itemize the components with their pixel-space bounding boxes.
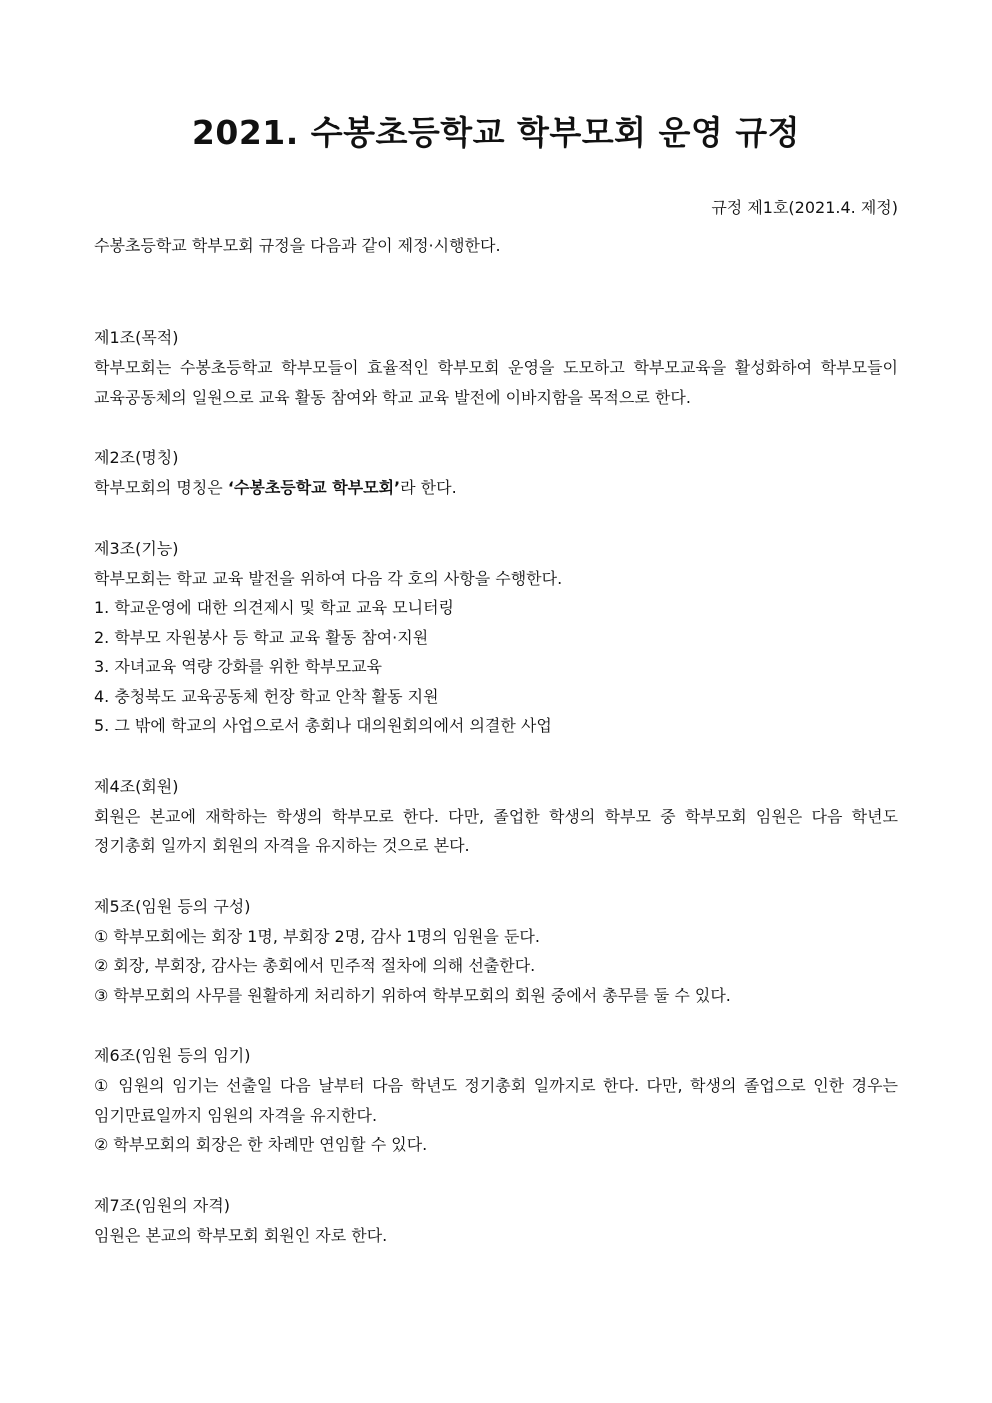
article-6 <box>94 1042 898 1160</box>
article-paragraph: 회원은 본교에 재학하는 학생의 학부모로 한다. 다만, 졸업한 학생의 학부모 중 학부모회 임원은 다음 학년도 정기총회 일까지 회원의 자격을 유지하는 것으로 본다. <box>94 806 898 855</box>
association-name: ‘수봉초등학교 학부모회’ <box>227 478 401 497</box>
article-2 <box>94 444 898 503</box>
list-item: ② 회장, 부회장, 감사는 총회에서 민주적 절차에 의해 선출한다. <box>94 956 536 975</box>
article-1 <box>94 324 898 412</box>
article-5 <box>94 893 898 1011</box>
regulation-number: 규정 제1호(2021.4. 제정) <box>711 198 898 217</box>
article-heading: 제4조(회원) <box>94 776 179 796</box>
article-heading: 제3조(기능) <box>94 538 179 558</box>
list-item: ③ 학부모회의 사무를 원활하게 처리하기 위하여 학부모회의 회원 중에서 총무를 둘 수 있다. <box>94 985 731 1005</box>
article-heading: 제5조(임원 등의 구성) <box>94 896 251 916</box>
list-item: 1. 학교운영에 대한 의견제시 및 학교 교육 모니터링 <box>94 598 454 617</box>
article-paragraph <box>94 473 898 503</box>
article-7 <box>94 1192 898 1251</box>
article-heading: 제7조(임원의 자격) <box>94 1195 230 1215</box>
name-suffix: 라 한다. <box>400 478 457 497</box>
list-item: 4. 충청북도 교육공동체 헌장 학교 안착 활동 지원 <box>94 686 439 706</box>
document-body <box>94 324 898 1282</box>
list-item: 5. 그 밖에 학교의 사업으로서 총회나 대의원회의에서 의결한 사업 <box>94 716 552 735</box>
list-item: ① 학부모회에는 회장 1명, 부회장 2명, 감사 1명의 임원을 둔다. <box>94 926 540 946</box>
list-item: ② 학부모회의 회장은 한 차례만 연임할 수 있다. <box>94 1135 428 1154</box>
article-3 <box>94 535 898 741</box>
article-heading: 제2조(명칭) <box>94 448 179 467</box>
intro-statement: 수봉초등학교 학부모회 규정을 다음과 같이 제정·시행한다. <box>94 236 501 255</box>
article-heading: 제6조(임원 등의 임기) <box>94 1046 251 1065</box>
list-item: 3. 자녀교육 역량 강화를 위한 학부모교육 <box>94 657 382 676</box>
article-heading: 제1조(목적) <box>94 328 179 347</box>
article-paragraph: 학부모회는 학교 교육 발전을 위하여 다음 각 호의 사항을 수행한다. <box>94 568 563 588</box>
document-title: 2021. 수봉초등학교 학부모회 운영 규정 <box>191 113 801 152</box>
list-item: 2. 학부모 자원봉사 등 학교 교육 활동 참여·지원 <box>94 627 429 647</box>
article-paragraph: 임원은 본교의 학부모회 회원인 자로 한다. <box>94 1225 388 1245</box>
article-4 <box>94 773 898 861</box>
name-prefix: 학부모회의 명칭은 <box>94 478 228 497</box>
article-paragraph: 학부모회는 수봉초등학교 학부모들이 효율적인 학부모회 운영을 도모하고 학부모교육을 활성화하여 학부모들이 교육공동체의 일원으로 교육 활동 참여와 학교 교육 발전에 이바지함을 목적으로 한다. <box>94 358 898 407</box>
list-item: ① 임원의 임기는 선출일 다음 날부터 다음 학년도 정기총회 일까지로 한다. 다만, 학생의 졸업으로 인한 경우는 임기만료일까지 임원의 자격을 유지한다. <box>94 1076 898 1125</box>
